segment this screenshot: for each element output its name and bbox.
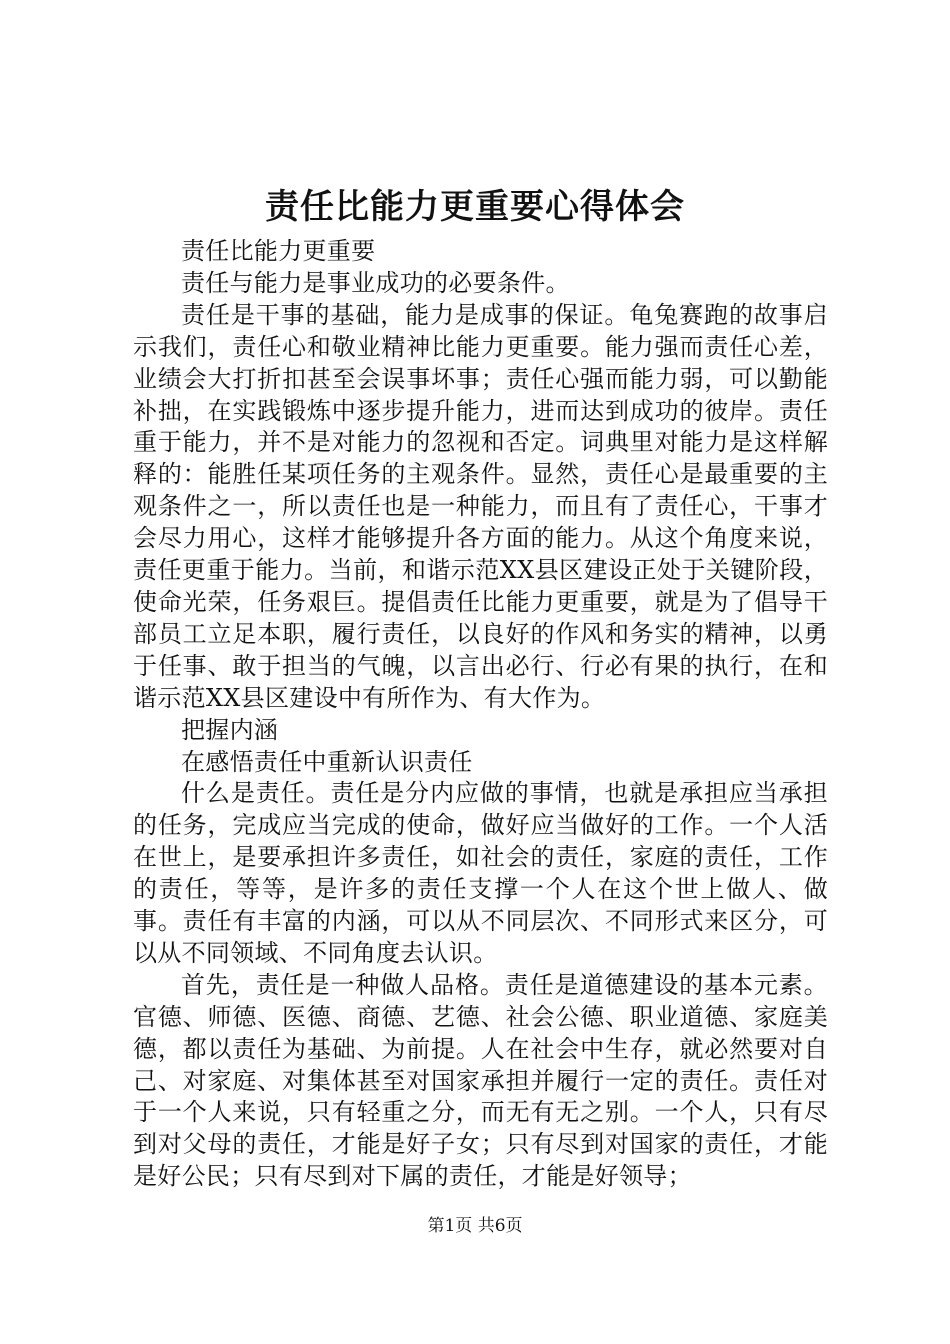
paragraph-body: 责任是干事的基础，能力是成事的保证。龟兔赛跑的故事启示我们，责任心和敬业精神比能力更重要。能力强而责任心差，业绩会大打折扣甚至会误事坏事；责任心强而能力弱，可以勤能补拙，在实践锻炼中逐步提升能力，进而达到成功的彼岸。责任重于能力，并不是对能力的忽视和否定。词典里对能力是这样解释的：能胜任某项任务的主观条件。显然，责任心是最重要的主观条件之一，所以责任也是一种能力，而且有了责任心，干事才会尽力用心，这样才能够提升各方面的能力。从这个角度来说，责任更重于能力。当前，和谐示范XX县区建设正处于关键阶段，使命光荣，任务艰巨。提倡责任比能力更重要，就是为了倡导干部员工立足本职，履行责任，以良好的作风和务实的精神，以勇于任事、敢于担当的气魄，以言出必行、行必有果的执行，在和谐示范XX县区建设中有所作为、有大作为。 xyxy=(133,300,828,712)
section-heading: 把握内涵 xyxy=(181,715,279,744)
document-title: 责任比能力更重要心得体会 xyxy=(265,187,685,227)
paragraph-body: 什么是责任。责任是分内应做的事情，也就是承担应当承担的任务，完成应当完成的使命，做好应当做好的工作。一个人活在世上，是要承担许多责任，如社会的责任，家庭的责任，工作的责任，等等，是许多的责任支撑一个人在这个世上做人、做事。责任有丰富的内涵，可以从不同层次、不同形式来区分，可以从不同领域、不同角度去认识。 xyxy=(133,779,828,967)
paragraph-subtitle: 责任比能力更重要 xyxy=(181,237,376,265)
page-number: 第1页 共6页 xyxy=(427,1216,523,1236)
document-body xyxy=(133,236,828,1193)
paragraph-body: 首先，责任是一种做人品格。责任是道德建设的基本元素。官德、师德、医德、商德、艺德、社会公德、职业道德、家庭美德，都以责任为基础、为前提。人在社会中生存，就必然要对自己、对家庭、对集体甚至对国家承担并履行一定的责任。责任对于一个人来说，只有轻重之分，而无有无之别。一个人，只有尽到对父母的责任，才能是好子女；只有尽到对国家的责任，才能是好公民；只有尽到对下属的责任，才能是好领导； xyxy=(133,970,828,1191)
paragraph-lead: 责任与能力是事业成功的必要条件。 xyxy=(181,268,570,297)
section-subheading: 在感悟责任中重新认识责任 xyxy=(181,747,473,776)
